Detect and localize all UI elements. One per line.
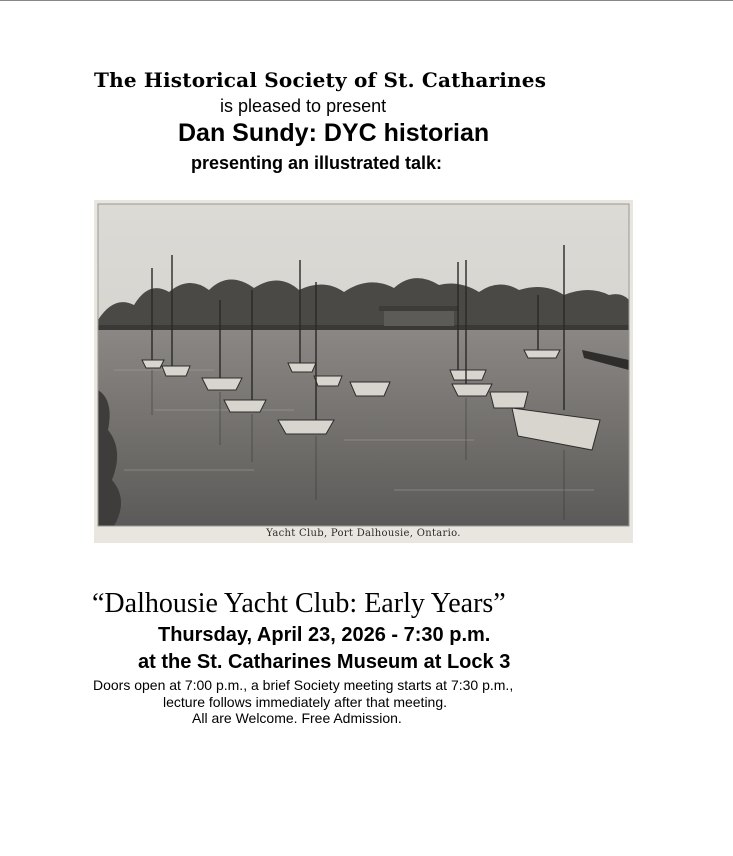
presenting-line: presenting an illustrated talk: bbox=[191, 153, 443, 173]
yacht-club-photo bbox=[94, 200, 633, 543]
speaker-name: Dan Sundy: DYC historian bbox=[178, 119, 490, 147]
details-line-3: All are Welcome. Free Admission. bbox=[192, 710, 402, 726]
top-border bbox=[0, 0, 733, 1]
pleased-to-present: is pleased to present bbox=[220, 96, 387, 116]
photo-caption: Yacht Club, Port Dalhousie, Ontario. bbox=[266, 528, 461, 539]
details-line-2: lecture follows immediately after that meeting. bbox=[163, 694, 448, 710]
society-name: The Historical Society of St. Catharines bbox=[94, 68, 547, 92]
event-venue: at the St. Catharines Museum at Lock 3 bbox=[138, 651, 511, 673]
photo-illustration bbox=[94, 200, 633, 543]
details-line-1: Doors open at 7:00 p.m., a brief Society meeting starts at 7:30 p.m., bbox=[93, 677, 514, 693]
event-date: Thursday, April 23, 2026 - 7:30 p.m. bbox=[158, 624, 491, 646]
talk-title: “Dalhousie Yacht Club: Early Years” bbox=[92, 588, 506, 619]
